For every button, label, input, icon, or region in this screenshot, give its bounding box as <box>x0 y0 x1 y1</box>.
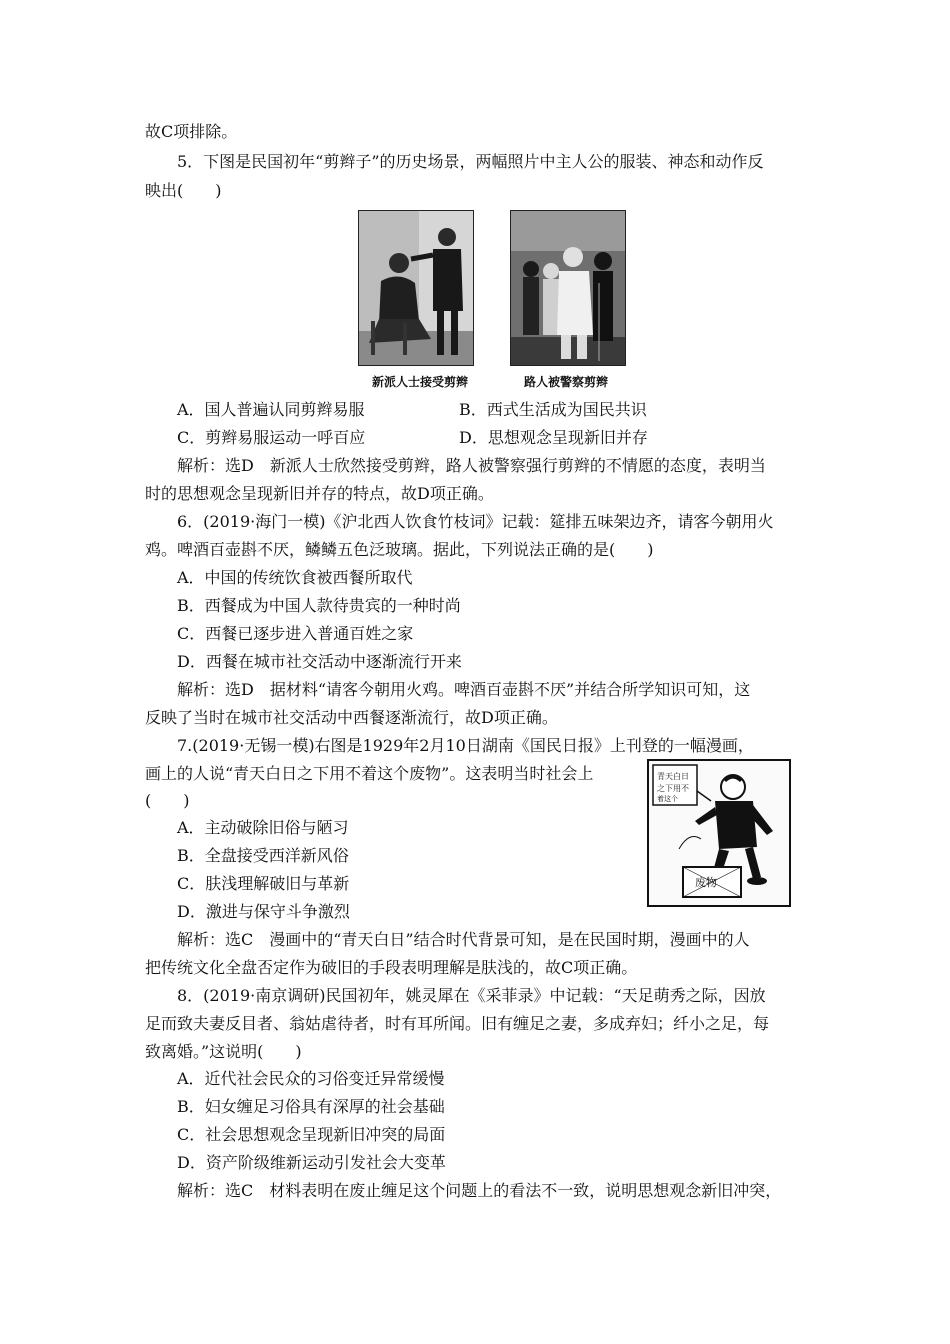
q6-analysis: 解析：选D 据材料“请客今朝用火鸡。啤酒百壶斟不厌”并结合所学知识可知，这 <box>177 680 751 699</box>
q7-option-d: D．激进与保守斗争激烈 <box>177 902 350 921</box>
q7-option-c: C．肤浅理解破旧与革新 <box>177 874 350 893</box>
cartoon-speech-text: 青天白日 <box>657 772 689 781</box>
q7-option-b: B．全盘接受西洋新风俗 <box>177 846 349 865</box>
q6-option-c: C．西餐已逐步进入普通百姓之家 <box>177 624 414 643</box>
text-line: 故C项排除。 <box>145 122 238 141</box>
question-8-stem: 8．(2019·南京调研)民国初年，姚灵犀在《采菲录》中记载：“天足萌秀之际，因放 <box>177 986 766 1005</box>
q8-option-b: B．妇女缠足习俗具有深厚的社会基础 <box>177 1097 445 1116</box>
photo-haircut-by-police <box>510 210 626 366</box>
q7-option-a: A．主动破除旧俗与陋习 <box>177 818 349 837</box>
q5-option-d: D．思想观念呈现新旧并存 <box>459 428 648 447</box>
cartoon-image <box>647 759 791 907</box>
question-5-stem-cont: 映出( ) <box>145 181 222 200</box>
cartoon-box-label: 废物 <box>695 876 717 889</box>
cartoon-speech-text-2: 之下用不 <box>657 784 689 793</box>
question-6-stem: 6．(2019·海门一模)《沪北西人饮食竹枝词》记载：筵排五味架边齐，请客今朝用火 <box>177 512 774 531</box>
q8-option-a: A．近代社会民众的习俗变迁异常缓慢 <box>177 1069 445 1088</box>
question-5-stem: 5．下图是民国初年“剪辫子”的历史场景，两幅照片中主人公的服装、神态和动作反 <box>177 152 764 171</box>
photo-2-caption: 路人被警察剪辫 <box>524 375 609 389</box>
q5-analysis-cont: 时的思想观念呈现新旧并存的特点，故D项正确。 <box>145 484 494 503</box>
q6-option-a: A．中国的传统饮食被西餐所取代 <box>177 568 413 587</box>
question-8-stem-cont2: 致离婚。”这说明( ) <box>145 1042 302 1061</box>
question-7-stem-paren: ( ) <box>145 791 190 810</box>
q7-analysis-cont: 把传统文化全盘否定作为破旧的手段表明理解是肤浅的，故C项正确。 <box>145 958 638 977</box>
photo-haircut-new-faction <box>358 210 474 366</box>
q8-analysis: 解析：选C 材料表明在废止缠足这个问题上的看法不一致，说明思想观念新旧冲突， <box>177 1181 782 1200</box>
q6-option-d: D．西餐在城市社交活动中逐渐流行开来 <box>177 652 462 671</box>
q8-option-c: C．社会思想观念呈现新旧冲突的局面 <box>177 1125 446 1144</box>
cartoon-speech-text-3: 着这个 <box>657 795 678 803</box>
q7-analysis: 解析：选C 漫画中的“青天白日”结合时代背景可知，是在民国时期，漫画中的人 <box>177 930 750 949</box>
q5-option-b: B．西式生活成为国民共识 <box>459 400 647 419</box>
question-8-stem-cont: 足而致夫妻反目者、翁姑虐待者，时有耳所闻。旧有缠足之妻，多成弃妇；纤小之足，每 <box>145 1014 770 1033</box>
q5-option-a: A．国人普遍认同剪辫易服 <box>177 400 365 419</box>
question-6-stem-cont: 鸡。啤酒百壶斟不厌，鳞鳞五色泛玻璃。据此，下列说法正确的是( ) <box>145 540 654 559</box>
question-7-stem: 7.(2019·无锡一模)右图是1929年2月10日湖南《国民日报》上刊登的一幅漫画， <box>177 736 754 755</box>
q6-analysis-cont: 反映了当时在城市社交活动中西餐逐渐流行，故D项正确。 <box>145 708 558 727</box>
q6-option-b: B．西餐成为中国人款待贵宾的一种时尚 <box>177 596 461 615</box>
q8-option-d: D．资产阶级维新运动引发社会大变革 <box>177 1153 446 1172</box>
q5-analysis: 解析：选D 新派人士欣然接受剪辫，路人被警察强行剪辫的不情愿的态度，表明当 <box>177 456 766 475</box>
q5-option-c: C．剪辫易服运动一呼百应 <box>177 428 366 447</box>
question-7-stem-cont: 画上的人说“青天白日之下用不着这个废物”。这表明当时社会上 <box>145 764 594 783</box>
photo-1-caption: 新派人士接受剪辫 <box>372 375 469 389</box>
